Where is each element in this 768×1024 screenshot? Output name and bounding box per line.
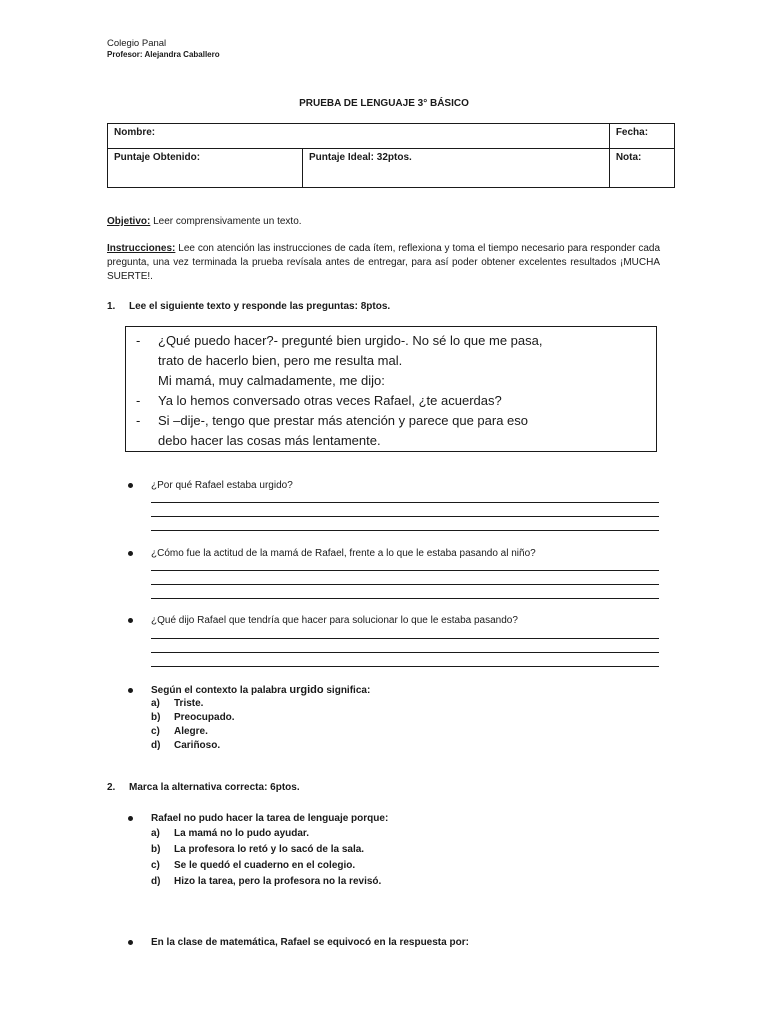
question-1-text: ¿Por qué Rafael estaba urgido?	[151, 480, 293, 491]
keyword-urgido: urgido	[289, 684, 324, 696]
option-a[interactable]: a) La mamá no lo pudo ayudar.	[151, 828, 310, 839]
section-2-question-2-text: En la clase de matemática, Rafael se equivocó en la respuesta por:	[151, 937, 469, 948]
bullet-icon	[128, 940, 133, 945]
question-3-text: ¿Qué dijo Rafael que tendría que hacer para solucionar lo que le estaba pasando?	[151, 615, 518, 626]
grade-label: Nota:	[615, 152, 642, 163]
section-1-number: 1.	[107, 301, 116, 312]
objective-label: Objetivo:	[107, 216, 151, 227]
section-2-title: Marca la alternativa correcta: 6ptos.	[129, 782, 300, 793]
option-b[interactable]: b) La profesora lo retó y lo sacó de la sala.	[151, 844, 365, 855]
instructions-label: Instrucciones:	[107, 243, 176, 254]
answer-line[interactable]	[151, 598, 659, 599]
grade-cell[interactable]	[609, 149, 674, 188]
answer-line[interactable]	[151, 570, 659, 571]
option-c[interactable]: c) Alegre.	[151, 726, 208, 737]
school-name: Colegio Panal	[107, 38, 167, 49]
date-label: Fecha:	[615, 127, 649, 138]
exam-title: PRUEBA DE LENGUAJE 3° BÁSICO	[299, 98, 469, 109]
text-line: debo hacer las cosas más lentamente.	[158, 433, 381, 448]
question-2	[128, 548, 536, 559]
bullet-icon	[128, 618, 133, 623]
section-1-heading	[107, 301, 390, 312]
question-4-text: Según el contexto la palabra urgido significa:	[151, 684, 371, 696]
section-2-number: 2.	[107, 782, 116, 793]
question-3	[128, 615, 518, 626]
ideal-score-label: Puntaje Ideal: 32ptos.	[309, 152, 412, 163]
bullet-icon	[128, 551, 133, 556]
question-2-text: ¿Cómo fue la actitud de la mamá de Rafael, frente a lo que le estaba pasando al niño?	[151, 548, 536, 559]
name-label: Nombre:	[114, 127, 156, 138]
student-info-table	[107, 123, 675, 188]
teacher-name: Profesor: Alejandra Caballero	[107, 50, 220, 59]
answer-line[interactable]	[151, 502, 659, 503]
score-label: Puntaje Obtenido:	[114, 152, 201, 163]
option-a[interactable]: a) Triste.	[151, 698, 204, 709]
option-b[interactable]: b) Preocupado.	[151, 712, 235, 723]
answer-line[interactable]	[151, 666, 659, 667]
question-4	[128, 684, 370, 696]
answer-line[interactable]	[151, 530, 659, 531]
answer-line[interactable]	[151, 652, 659, 653]
question-1	[128, 480, 293, 491]
instructions	[107, 242, 660, 284]
bullet-icon	[128, 688, 133, 693]
text-line: - Ya lo hemos conversado otras veces Rafael, ¿te acuerdas?	[136, 393, 502, 408]
name-cell[interactable]	[108, 124, 610, 149]
instructions-text: Lee con atención las instrucciones de cada ítem, reflexiona y toma el tiempo necesario para responder cada pregunta, una vez terminada la prueba revísala antes de entregar, para así poder obtener excelentes resultados ¡MUCHA SUERTE!.	[107, 243, 660, 282]
text-line: trato de hacerlo bien, pero me resulta mal.	[158, 353, 403, 368]
bullet-icon	[128, 483, 133, 488]
section-2-question-1	[128, 813, 388, 824]
text-line: - Si –dije-, tengo que prestar más atención y parece que para eso	[136, 413, 529, 428]
option-d[interactable]: d) Cariñoso.	[151, 740, 221, 751]
option-d[interactable]: d) Hizo la tarea, pero la profesora no la revisó.	[151, 876, 382, 887]
ideal-score-cell	[303, 149, 610, 188]
answer-line[interactable]	[151, 638, 659, 639]
reading-text-box	[125, 326, 657, 452]
objective-text: Leer comprensivamente un texto.	[150, 216, 302, 227]
section-2-question-1-text: Rafael no pudo hacer la tarea de lenguaje porque:	[151, 813, 389, 824]
section-2-heading	[107, 782, 300, 793]
section-1-title: Lee el siguiente texto y responde las preguntas: 8ptos.	[129, 301, 391, 312]
answer-line[interactable]	[151, 516, 659, 517]
text-line: - ¿Qué puedo hacer?- pregunté bien urgido-. No sé lo que me pasa,	[136, 333, 543, 348]
bullet-icon	[128, 816, 133, 821]
answer-line[interactable]	[151, 584, 659, 585]
option-c[interactable]: c) Se le quedó el cuaderno en el colegio.	[151, 860, 356, 871]
score-cell[interactable]	[108, 149, 303, 188]
date-cell[interactable]	[609, 124, 674, 149]
objective	[107, 215, 660, 229]
section-2-question-2	[128, 937, 469, 948]
text-line: Mi mamá, muy calmadamente, me dijo:	[158, 373, 385, 388]
